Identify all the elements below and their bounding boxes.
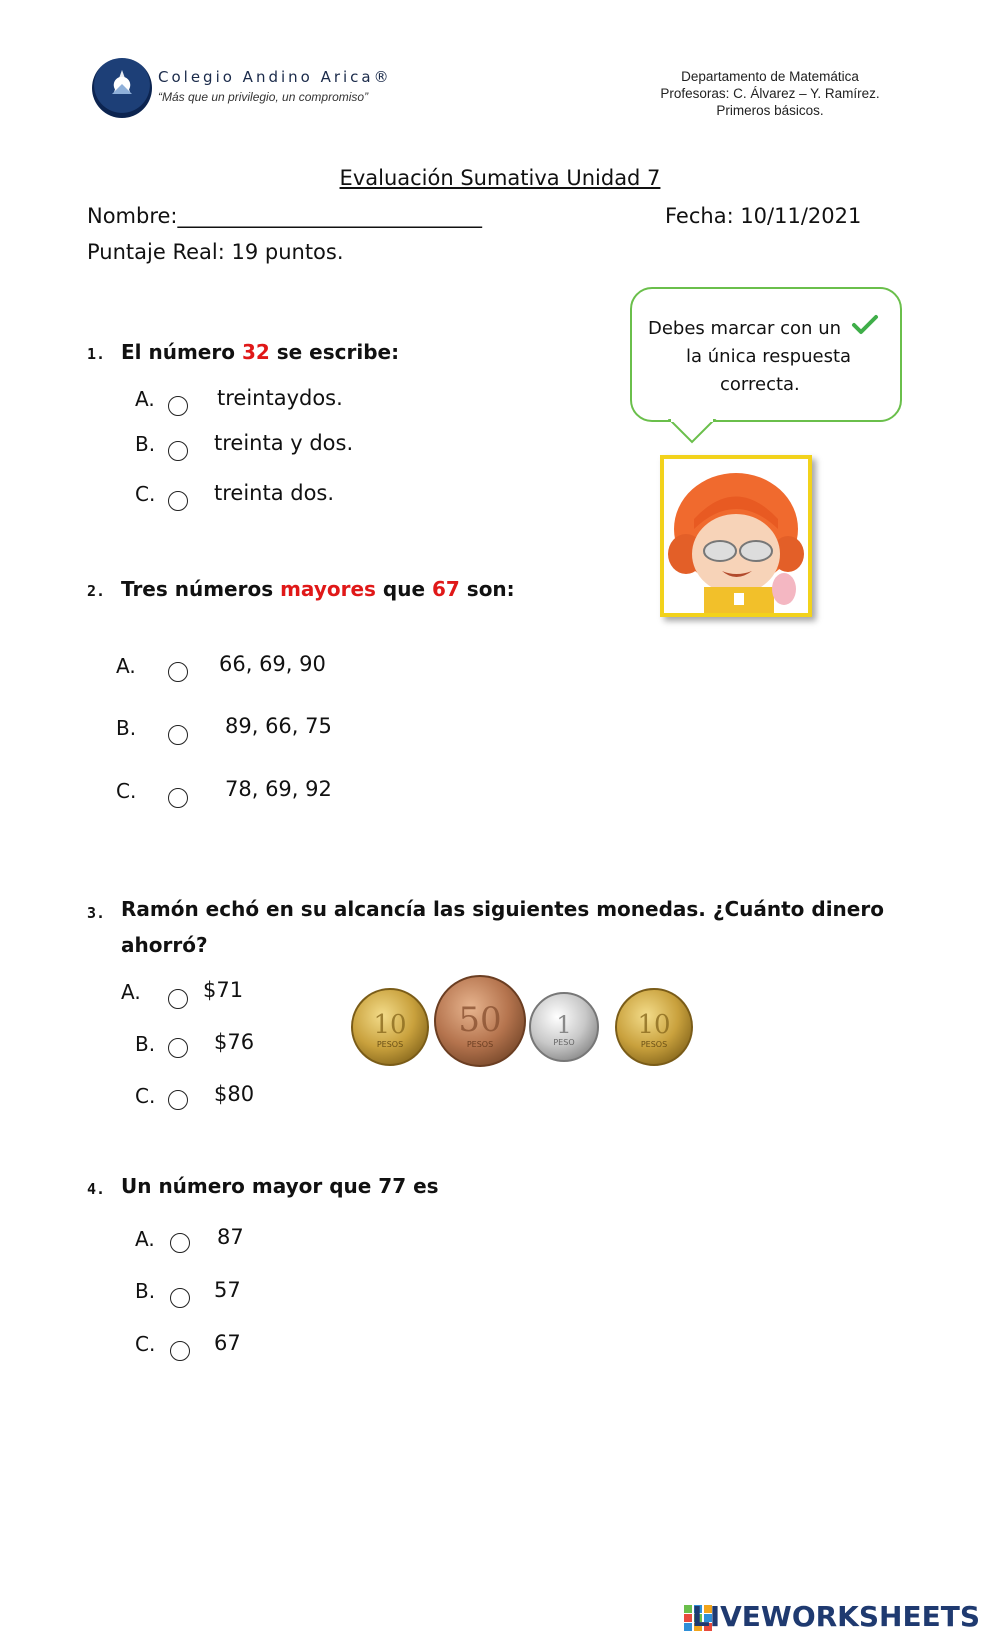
coin-1-label: PESOS — [376, 1040, 404, 1049]
coin-10-pesos-icon — [616, 989, 692, 1065]
q2-highlight-number: 67 — [431, 577, 460, 601]
q3-option-a-radio[interactable] — [168, 989, 188, 1009]
q2-option-c-letter: C. — [116, 779, 137, 803]
q2-option-c-text: 78, 69, 92 — [225, 777, 332, 801]
check-icon — [851, 314, 879, 336]
q1-option-a-radio[interactable] — [168, 396, 188, 416]
school-logo — [92, 58, 152, 118]
q4-option-a-text: 87 — [217, 1225, 244, 1249]
name-field[interactable]: Nombre:_____________________________ — [87, 204, 483, 228]
q4-option-c-letter: C. — [135, 1332, 156, 1356]
exam-title: Evaluación Sumativa Unidad 7 — [339, 166, 661, 190]
q2-option-c-radio[interactable] — [168, 788, 188, 808]
q1-option-c-letter: C. — [135, 482, 156, 506]
q4-option-b-text: 57 — [214, 1278, 241, 1302]
date-label: Fecha: 10/11/2021 — [665, 204, 862, 228]
grade-line: Primeros básicos. — [716, 103, 824, 118]
question-4-text: Un número mayor que 77 es — [121, 1174, 439, 1198]
coins-image — [350, 975, 720, 1075]
coin-3-label: PESO — [553, 1038, 575, 1047]
question-4-number: 4. — [87, 1180, 106, 1198]
q1-option-a-text: treintaydos. — [217, 386, 343, 410]
question-1-number: 1. — [87, 345, 106, 363]
liveworksheets-brand[interactable]: LIVEWORKSHEETS — [691, 1600, 980, 1633]
instruction-text — [648, 314, 888, 399]
q1-option-a-letter: A. — [135, 387, 155, 411]
department-block — [640, 68, 900, 119]
q3-option-c-radio[interactable] — [168, 1090, 188, 1110]
q3-option-a-letter: A. — [121, 980, 141, 1004]
q3-option-b-letter: B. — [135, 1032, 156, 1056]
q4-option-a-letter: A. — [135, 1227, 155, 1251]
q2-text-part: Tres números — [121, 577, 281, 601]
score-label: Puntaje Real: 19 puntos. — [87, 240, 344, 264]
q2-option-a-text: 66, 69, 90 — [219, 652, 326, 676]
q1-highlight-number: 32 — [241, 340, 270, 364]
q4-option-c-text: 67 — [214, 1331, 241, 1355]
instruction-line-1: Debes marcar con un — [648, 318, 842, 339]
q3-option-b-radio[interactable] — [168, 1038, 188, 1058]
coin-2-label: PESOS — [466, 1040, 494, 1049]
coin-1-peso-icon — [530, 993, 598, 1061]
instruction-line-2: la única respuesta — [686, 346, 852, 367]
q4-option-a-radio[interactable] — [170, 1233, 190, 1253]
question-1-text — [121, 340, 399, 364]
q3-option-a-text: $71 — [203, 978, 244, 1002]
q2-highlight-word: mayores — [280, 577, 376, 601]
question-3-text-line-1: Ramón echó en su alcancía las siguientes monedas. ¿Cuánto dinero — [121, 897, 884, 921]
q2-option-a-radio[interactable] — [168, 662, 188, 682]
q2-option-b-text: 89, 66, 75 — [225, 714, 332, 738]
q4-option-c-radio[interactable] — [170, 1341, 190, 1361]
department-name: Departamento de Matemática — [681, 69, 859, 84]
q4-option-b-radio[interactable] — [170, 1288, 190, 1308]
speech-bubble-tail — [668, 418, 718, 444]
q1-option-b-letter: B. — [135, 432, 156, 456]
question-3-text-line-2: ahorró? — [121, 933, 208, 957]
character-illustration — [660, 455, 812, 617]
q1-option-c-text: treinta dos. — [214, 481, 335, 505]
school-name: Colegio Andino Arica® — [158, 68, 392, 86]
q2-text-part: que — [375, 577, 432, 601]
q1-option-b-radio[interactable] — [168, 441, 188, 461]
q2-option-b-letter: B. — [116, 716, 137, 740]
coin-2-value: 50 — [458, 1000, 502, 1040]
question-2-text — [121, 577, 515, 601]
coin-1-value: 10 — [373, 1010, 407, 1040]
girl-character-icon — [664, 459, 808, 613]
question-3-number: 3. — [87, 904, 106, 922]
coin-10-pesos-icon — [352, 989, 428, 1065]
q3-option-c-letter: C. — [135, 1084, 156, 1108]
coin-4-value: 10 — [637, 1010, 671, 1040]
coin-3-value: 1 — [556, 1011, 572, 1039]
q4-option-b-letter: B. — [135, 1279, 156, 1303]
teachers-line: Profesoras: C. Álvarez – Y. Ramírez. — [660, 86, 880, 101]
q1-option-b-text: treinta y dos. — [214, 431, 354, 455]
q1-text-part: se escribe: — [269, 340, 400, 364]
instruction-line-3: correcta. — [720, 374, 800, 395]
coin-50-pesos-icon — [435, 976, 525, 1066]
q1-option-c-radio[interactable] — [168, 491, 188, 511]
question-2-number: 2. — [87, 582, 106, 600]
q1-text-part: El número — [121, 340, 242, 364]
q2-option-a-letter: A. — [116, 654, 136, 678]
q3-option-c-text: $80 — [214, 1082, 255, 1106]
coin-4-label: PESOS — [640, 1040, 668, 1049]
q3-option-b-text: $76 — [214, 1030, 255, 1054]
q2-option-b-radio[interactable] — [168, 725, 188, 745]
school-motto: “Más que un privilegio, un compromiso” — [158, 90, 369, 104]
q2-text-part: son: — [459, 577, 515, 601]
